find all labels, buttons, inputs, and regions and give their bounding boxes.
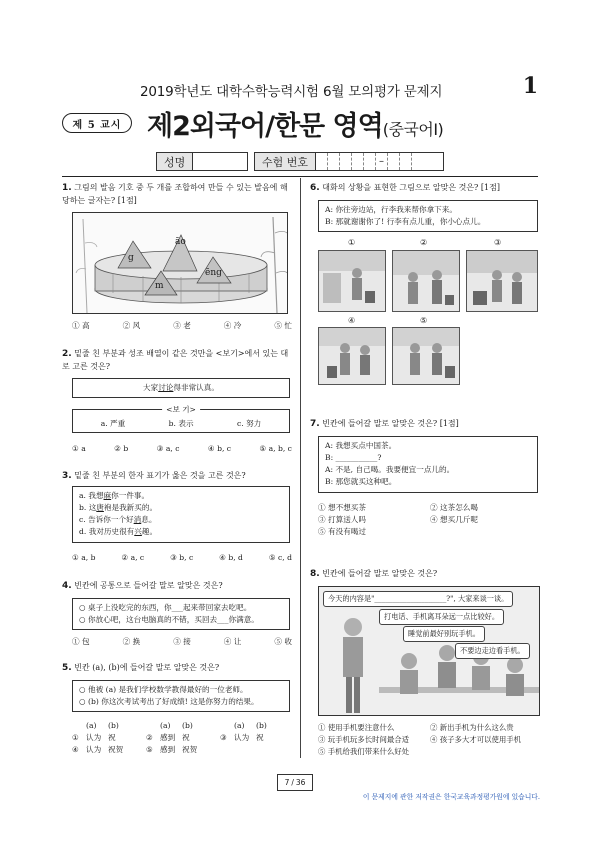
bogi-item: b. 表示 xyxy=(168,419,194,428)
question-text: 빈칸에 공통으로 들어갈 말로 알맞은 것은? xyxy=(74,581,223,590)
q6-dialogue-box xyxy=(318,200,538,232)
question-text: 밑줄 친 부분의 한자 표기가 옳은 것을 고른 것은? xyxy=(74,471,246,480)
classroom-illustration xyxy=(318,586,540,716)
q2-choices xyxy=(72,444,292,453)
choice[interactable]: ⑤ 手机给我们带来什么好处 xyxy=(318,746,410,756)
dialogue-line: A: 我想买点中国茶。 xyxy=(325,441,397,450)
student-speech-bubble: 打电话、手机离耳朵远一点比较好。 xyxy=(379,609,504,625)
question-text: 밑줄 친 부분과 성조 배열이 같은 것만을 <보기>에서 있는 대로 고른 것은? xyxy=(62,349,289,372)
q5-line: ○ (b) 你这次考试考出了好成绩! 这是你努力的结果。 xyxy=(79,697,259,707)
q5-choice-row: ④ 认为 祝贺 ⑤ 感到 祝贺 xyxy=(72,744,198,754)
choice[interactable]: ⑤ a, b, c xyxy=(259,444,292,453)
choice-number[interactable]: ③ xyxy=(220,732,227,742)
choice[interactable]: ③ 老 xyxy=(173,321,191,330)
question-5 xyxy=(62,662,294,675)
student-speech-bubble: 不要边走边看手机。 xyxy=(455,643,530,659)
question-number: 6. xyxy=(310,183,320,193)
question-text: 대화의 상황을 표현한 그림으로 알맞은 것은? [1점] xyxy=(322,183,500,192)
q5-head-row: (a) (b) (a) (b) (a) (b) xyxy=(86,721,267,730)
digit-cell[interactable] xyxy=(388,153,400,170)
question-3 xyxy=(62,470,294,483)
session-badge: 제 5 교시 xyxy=(62,113,132,133)
dialogue-line: B: 那就谢谢你了! 行李有点儿重，你小心点儿。 xyxy=(325,217,486,227)
exam-number-label: 수험 번호 xyxy=(255,153,316,170)
name-box[interactable] xyxy=(156,152,248,171)
choice[interactable]: ⑤ 忙 xyxy=(274,321,292,330)
question-number: 3. xyxy=(62,471,72,481)
choice[interactable]: ① 使用手机要注意什么 xyxy=(318,723,395,732)
q3-choices xyxy=(72,553,292,562)
picture-2[interactable] xyxy=(392,250,460,312)
bogi-label: <보 기> xyxy=(162,404,200,416)
picture-label: ② xyxy=(420,238,428,247)
digit-cell[interactable] xyxy=(352,153,364,170)
digit-cell[interactable] xyxy=(412,153,424,170)
name-label: 성명 xyxy=(157,153,193,170)
q5-line: ○ 他被 (a) 是我们学校数学教得最好的一位老师。 xyxy=(79,685,248,694)
phonetic-tag: g xyxy=(128,253,134,263)
exam-title: 2019학년도 대학수학능력시험 6월 모의평가 문제지 xyxy=(140,84,443,100)
sentence-text: 大家 xyxy=(143,383,159,392)
choice[interactable]: ② 新出手机为什么这么贵 xyxy=(430,723,514,732)
choice-number[interactable]: ① xyxy=(72,732,79,742)
dialogue-line: B: 那您就买这种吧。 xyxy=(325,477,397,487)
footer-total: 36 xyxy=(295,778,306,787)
dialogue-line: A: 不是, 自己喝。我要便宜一点儿的。 xyxy=(325,465,455,475)
q2-sentence-box xyxy=(72,378,290,398)
question-number: 5. xyxy=(62,663,72,673)
picture-1[interactable] xyxy=(318,250,386,312)
subject-main: 제2외국어/한문 영역 xyxy=(147,111,383,142)
picture-5[interactable] xyxy=(392,327,460,385)
picture-4[interactable] xyxy=(318,327,386,385)
subject-sub: (중국어Ⅰ) xyxy=(382,120,444,139)
choice[interactable]: ② a, c xyxy=(121,553,145,562)
choice[interactable]: ① 想不想买茶 xyxy=(318,503,366,512)
question-text: 빈칸 (a), (b)에 들어갈 말로 알맞은 것은? xyxy=(74,663,220,672)
digit-cell[interactable] xyxy=(328,153,340,170)
question-number: 2. xyxy=(62,349,72,359)
digit-cell[interactable] xyxy=(316,153,328,170)
question-7 xyxy=(310,418,540,431)
choice[interactable]: ③ a, c xyxy=(156,444,180,453)
picture-label: ⑤ xyxy=(420,316,428,325)
digit-cell[interactable] xyxy=(400,153,412,170)
page-number: 1 xyxy=(522,73,538,99)
sentence-text: 得非常认真。 xyxy=(173,383,219,392)
q4-box xyxy=(72,598,290,630)
q3-line: d. 我对历史很有兴趣。 xyxy=(79,527,158,537)
q3-line: c. 告诉你一个好消息。 xyxy=(79,515,157,525)
steamer-illustration xyxy=(72,212,288,314)
choice[interactable]: ④ 孩子多大才可以使用手机 xyxy=(430,734,522,744)
choice[interactable]: ① 高 xyxy=(72,321,90,330)
digit-cell[interactable] xyxy=(364,153,376,170)
choice[interactable]: ② 换 xyxy=(122,637,141,646)
choice[interactable]: ⑤ 有没有喝过 xyxy=(318,527,366,537)
choice[interactable]: ② 风 xyxy=(122,321,141,330)
q4-choices xyxy=(72,636,292,647)
q5-box xyxy=(72,680,290,712)
question-text: 그림의 발음 기호 중 두 개를 조합하여 만들 수 있는 발음에 해당하는 글자는? [1점] xyxy=(62,183,288,206)
choice[interactable]: ④ 冷 xyxy=(223,321,242,330)
choice[interactable]: ① 包 xyxy=(72,637,90,646)
choice[interactable]: ④ 想买几斤呢 xyxy=(430,515,478,525)
student-speech-bubble: 睡觉前最好别玩手机。 xyxy=(403,626,485,642)
dialogue-line: B: ___________? xyxy=(325,453,382,463)
q3-line: a. 我想麻你一件事。 xyxy=(79,491,150,500)
choice[interactable]: ③ 接 xyxy=(173,637,191,646)
choice[interactable]: ③ b, c xyxy=(170,553,194,562)
footer-page: 7 xyxy=(284,778,290,787)
digit-cell[interactable] xyxy=(340,153,352,170)
question-2 xyxy=(62,348,294,373)
choice[interactable]: ⑤ c, d xyxy=(268,553,292,562)
q4-line: ○ 桌子上没吃完的东西，你___起来带回家去吃吧。 xyxy=(79,603,252,612)
phonetic-tag: āo xyxy=(175,237,186,247)
question-4 xyxy=(62,580,294,593)
q1-choices xyxy=(72,320,292,331)
phonetic-tag: ēng xyxy=(205,268,222,278)
steamer-drawing xyxy=(73,213,288,314)
picture-3[interactable] xyxy=(466,250,538,312)
footer-page-indicator: 7 / 36 xyxy=(277,774,313,791)
choice-number[interactable]: ② xyxy=(146,732,153,742)
choice[interactable]: ④ b, d xyxy=(219,553,243,562)
choice-number[interactable]: ⑤ xyxy=(146,744,153,754)
picture-label: ③ xyxy=(494,238,502,247)
bogi-item: a. 严重 xyxy=(100,419,126,428)
q5-choice-row: ① 认为 祝 ② 感到 祝 ③ 认为 祝 xyxy=(72,732,264,742)
choice-number[interactable]: ④ xyxy=(72,744,79,754)
teacher-speech-bubble: 今天的内容是"____________________?", 大家来谈一谈。 xyxy=(323,591,513,607)
q8-choices xyxy=(318,722,540,758)
bogi-items xyxy=(79,418,283,430)
choice[interactable]: ① a, b xyxy=(72,553,96,562)
question-number: 1. xyxy=(62,183,72,193)
question-number: 7. xyxy=(310,419,320,429)
q3-box xyxy=(72,486,290,543)
q7-dialogue-box xyxy=(318,436,538,493)
subject-title xyxy=(147,104,443,143)
choice[interactable]: ② 这茶怎么喝 xyxy=(430,503,478,512)
q3-line: b. 这唐袍是我新买的。 xyxy=(79,503,158,513)
q5-choices xyxy=(72,720,294,755)
phonetic-tag: m xyxy=(155,281,164,291)
choice[interactable]: ② b xyxy=(114,444,129,453)
q4-line: ○ 你放心吧，这台电脑真的不错，买回去___你满意。 xyxy=(79,615,259,625)
bogi-item: c. 努力 xyxy=(236,419,262,428)
header-rule xyxy=(62,176,538,177)
dialogue-line: A: 你往旁边站，行李我来帮你拿下来。 xyxy=(325,205,457,214)
question-number: 4. xyxy=(62,581,72,591)
choice[interactable]: ④ b, c xyxy=(207,444,232,453)
exam-number-dash: – xyxy=(376,153,388,170)
column-divider xyxy=(300,178,301,758)
exam-number-cells xyxy=(316,153,424,170)
choice[interactable]: ① a xyxy=(72,444,86,453)
question-6 xyxy=(310,182,540,195)
choice[interactable]: ④ 让 xyxy=(223,637,242,646)
question-text: 빈칸에 들어갈 말로 알맞은 것은? xyxy=(322,569,438,578)
picture-label: ④ xyxy=(348,316,356,325)
q7-choices xyxy=(318,502,540,538)
picture-label: ① xyxy=(348,238,356,247)
q2-bogi-box xyxy=(72,405,290,433)
copyright-notice: 이 문제지에 관한 저작권은 한국교육과정평가원에 있습니다. xyxy=(362,793,540,801)
question-1 xyxy=(62,182,292,207)
question-8 xyxy=(310,568,540,581)
choice[interactable]: ③ 打算送人吗 xyxy=(318,515,366,525)
choice[interactable]: ⑤ 收 xyxy=(274,637,292,646)
question-text: 빈칸에 들어갈 말로 알맞은 것은? [1점] xyxy=(322,419,459,428)
exam-number-box[interactable] xyxy=(254,152,444,171)
choice[interactable]: ③ 玩手机玩多长时间最合适 xyxy=(318,734,410,744)
underlined-text: 讨论 xyxy=(158,383,174,392)
question-number: 8. xyxy=(310,569,320,579)
